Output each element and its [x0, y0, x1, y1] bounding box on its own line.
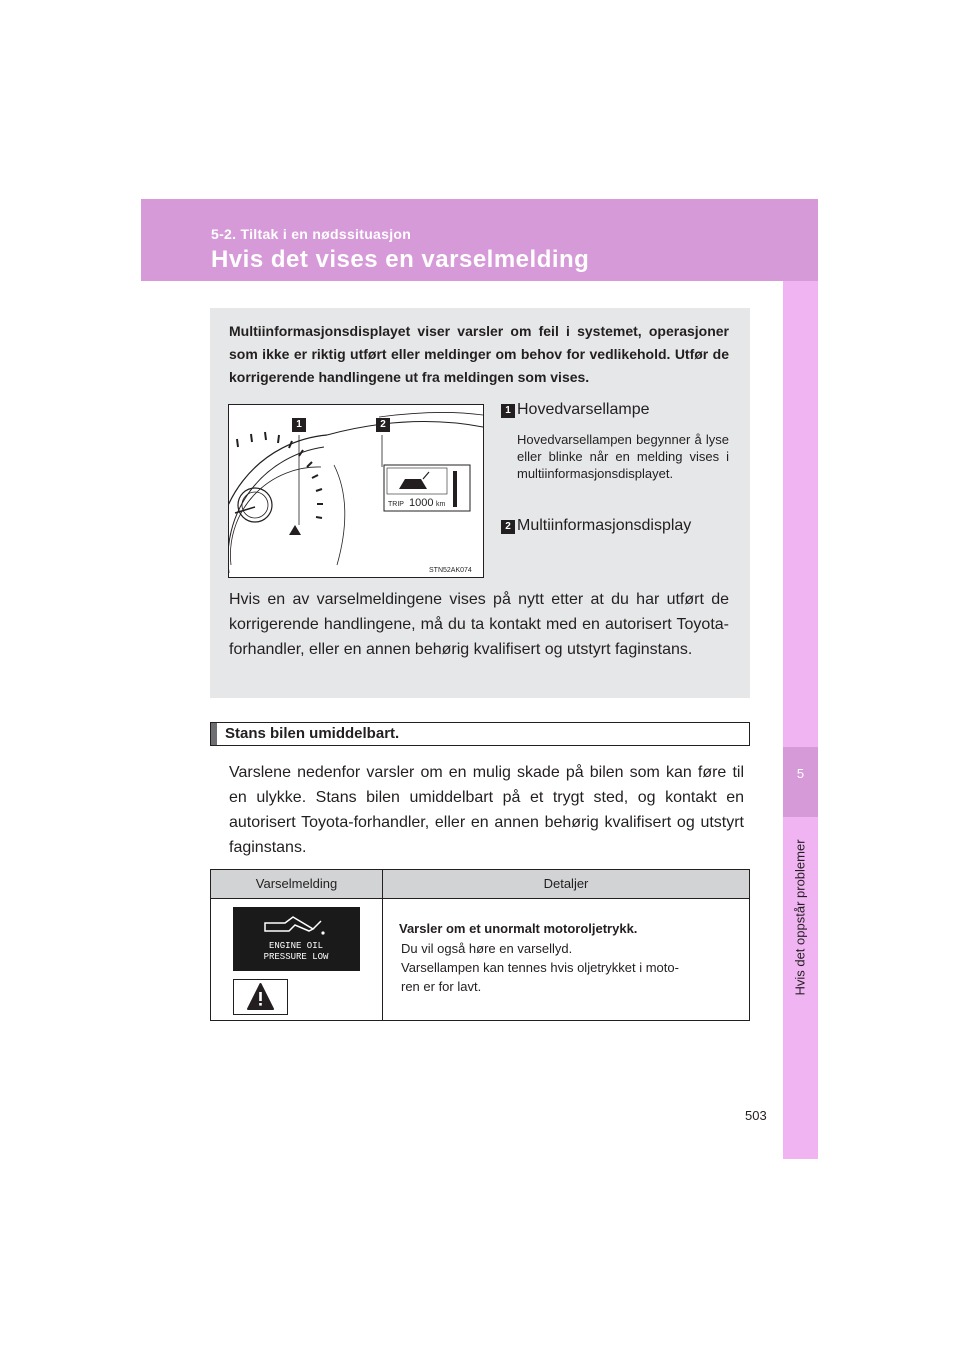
instrument-cluster-figure	[228, 404, 484, 578]
callout-2-title: Multiinformasjonsdisplay	[517, 517, 692, 534]
page-title: Hvis det vises en varselmelding	[211, 246, 590, 273]
callout-1-description: Hovedvarsellampen begynner å lyse eller blinke når en melding vises i multiinformasjonsdisplayet.	[517, 432, 729, 481]
chapter-number-tab	[783, 747, 818, 817]
side-tab-top	[783, 281, 818, 747]
subsection-body: Varslene nedenfor varsler om en mulig skade på bilen som kan føre til en ulykke. Stans bilen umiddelbart på et trygt sted, og kontakt en autorisert Toyota-forhandler, eller en annen behørig kvalifisert og utstyrt faginstans.	[229, 764, 744, 856]
warning-triangle-icon	[234, 980, 287, 1014]
header-message: Varselmelding	[255, 876, 338, 891]
callout-1-title: Hovedvarsellampe	[517, 401, 650, 418]
warning-table	[210, 869, 750, 1021]
detail-line-1: Du vil også høre en varsellyd.	[401, 941, 573, 956]
table-divider	[382, 870, 383, 1020]
intro-text: Multiinformasjonsdisplayet viser varsler om feil i systemet, operasjoner som ikke er riktig utført eller meldinger om behov for vedlikehold. Utfør de korrigerende handlingene ut fra meldingen som vises.	[229, 323, 729, 385]
callout-1-number: 1	[501, 404, 515, 418]
instrument-cluster-illustration	[229, 405, 483, 577]
figure-callout-2: 2	[376, 418, 390, 432]
chapter-title-tab	[783, 817, 818, 1017]
subsection-bar	[211, 723, 217, 745]
figure-callout-1: 1	[292, 418, 306, 432]
page-number: 503	[745, 1108, 767, 1123]
detail-line-2: Varsellampen kan tennes hvis oljetrykket i moto-	[401, 960, 679, 975]
subsection-title: Stans bilen umiddelbart.	[225, 725, 400, 742]
chapter-title: Hvis det oppstår problemer	[793, 838, 809, 996]
odometer-unit: km	[436, 501, 446, 508]
detail-line-3: ren er for lavt.	[401, 979, 482, 994]
trip-label: TRIP	[388, 501, 404, 508]
subsection-heading	[210, 722, 750, 746]
warning-triangle-box	[233, 979, 288, 1015]
odometer-value: 1000	[409, 497, 434, 509]
header-details: Detaljer	[543, 876, 589, 891]
detail-title: Varsler om et unormalt motoroljetrykk.	[399, 921, 638, 936]
figure-code: STN52AK074	[429, 567, 472, 574]
chapter-number: 5	[796, 766, 805, 781]
oil-can-icon	[233, 907, 360, 971]
intro-footer: Hvis en av varselmeldingene vises på nytt etter at du har utført de korrigerende handlingene, må du ta kontakt med en autorisert Toyota-forhandler, eller en annen behørig kvalifisert og utstyrt faginstans.	[229, 591, 729, 658]
callout-2-number: 2	[501, 520, 515, 534]
display-line-2: PRESSURE LOW	[263, 952, 329, 962]
engine-oil-display	[233, 907, 360, 971]
display-line-1: ENGINE OIL	[268, 941, 324, 951]
section-label: 5-2. Tiltak i en nødssituasjon	[211, 226, 412, 242]
